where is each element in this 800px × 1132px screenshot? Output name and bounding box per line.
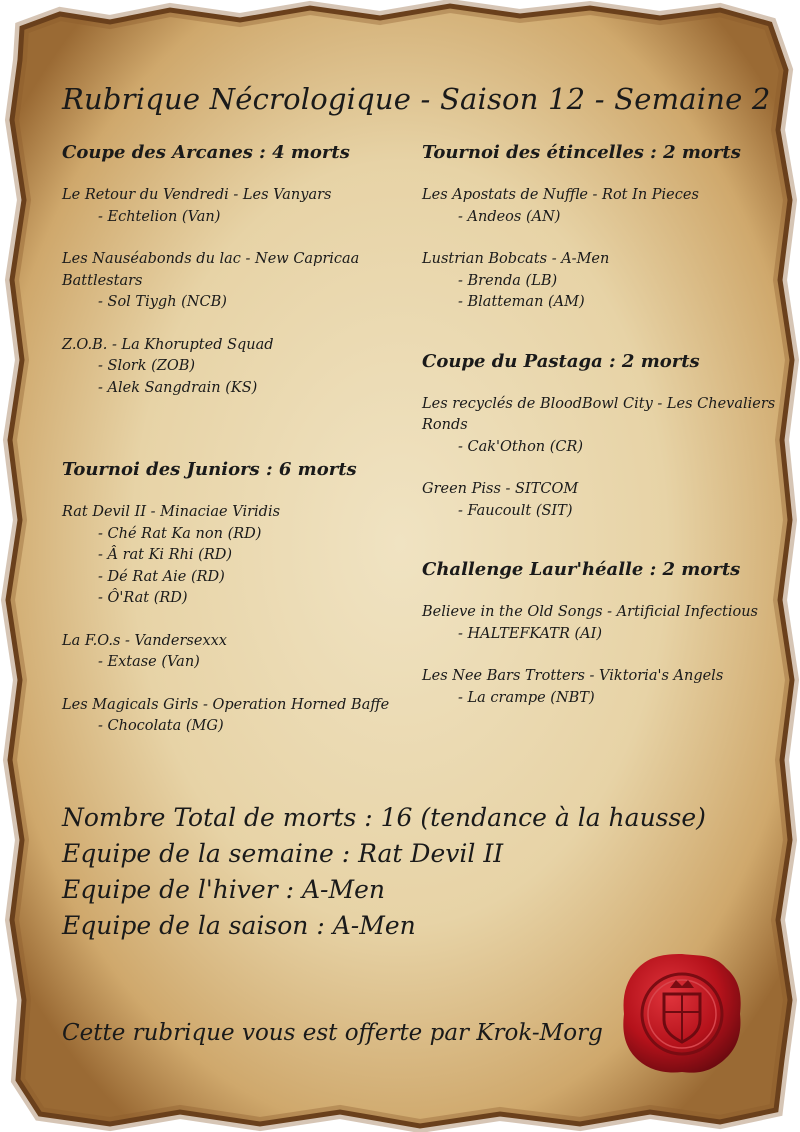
obituary-section — [62, 459, 412, 738]
match-title: Le Retour du Vendredi - Les Vanyars — [62, 187, 332, 203]
obituary-section — [62, 142, 412, 399]
left-column — [62, 142, 412, 738]
match-entry — [422, 249, 782, 314]
section-heading: Coupe des Arcanes : 4 morts — [62, 142, 350, 163]
death-entry: - Sol Tiygh (NCB) — [98, 294, 227, 310]
page-title: Rubrique Nécrologique - Saison 12 - Semaine 2 — [62, 82, 771, 116]
death-entry: - Cak'Othon (CR) — [458, 438, 584, 455]
death-entry: - Blatteman (AM) — [458, 294, 585, 310]
right-column — [422, 142, 782, 709]
match-title: Les Apostats de Nuffle - Rot In Pieces — [422, 187, 699, 203]
match-title: Les Nauséabonds du lac - New Capricaa Battlestars — [62, 251, 360, 289]
obituary-section — [422, 142, 782, 314]
obituary-section — [422, 559, 782, 709]
death-entry: - Ô'Rat (RD) — [98, 590, 188, 606]
death-entry: - Extase (Van) — [98, 654, 200, 670]
match-title: Les Nee Bars Trotters - Viktoria's Angels — [422, 668, 724, 684]
match-entry — [62, 695, 412, 738]
match-title: Rat Devil II - Minaciae Viridis — [62, 504, 281, 520]
death-entry: - HALTEFKATR (AI) — [458, 625, 603, 642]
match-title: La F.O.s - Vandersexxx — [62, 632, 227, 649]
team-of-season: Equipe de la saison : A-Men — [62, 911, 416, 940]
match-title: Les recyclés de BloodBowl City - Les Chevaliers Ronds — [422, 395, 776, 433]
match-entry — [422, 394, 782, 459]
credit-line: Cette rubrique vous est offerte par Krok-Morg — [62, 1020, 603, 1046]
match-entry — [422, 666, 782, 709]
match-entry — [62, 185, 412, 228]
death-entry: - Chocolata (MG) — [98, 718, 224, 734]
section-heading: Coupe du Pastaga : 2 morts — [422, 350, 700, 372]
death-entry: - Brenda (LB) — [458, 272, 558, 289]
death-entry: - Dé Rat Aie (RD) — [98, 568, 225, 585]
section-heading: Challenge Laur'héalle : 2 morts — [422, 559, 741, 580]
section-heading: Tournoi des étincelles : 2 morts — [422, 142, 741, 163]
obituary-section — [422, 351, 782, 523]
match-title: Les Magicals Girls - Operation Horned Baffe — [62, 696, 390, 713]
match-entry — [62, 249, 412, 314]
team-of-week: Equipe de la semaine : Rat Devil II — [62, 839, 504, 868]
match-entry — [62, 502, 412, 610]
total-deaths: Nombre Total de morts : 16 (tendance à la hausse) — [62, 803, 706, 832]
match-title: Green Piss - SITCOM — [422, 481, 579, 497]
death-entry: - Echtelion (Van) — [98, 208, 221, 225]
death-entry: - Andeos (AN) — [458, 208, 561, 225]
match-title: Believe in the Old Songs - Artificial Infectious — [422, 604, 758, 620]
match-entry — [422, 185, 782, 228]
death-entry: - Faucoult (SIT) — [458, 502, 573, 519]
death-entry: - Slork (ZOB) — [98, 358, 196, 374]
team-of-winter: Equipe de l'hiver : A-Men — [62, 875, 385, 904]
summary — [62, 800, 706, 944]
match-entry — [422, 479, 782, 522]
match-entry — [422, 602, 782, 645]
death-entry: - Â rat Ki Rhi (RD) — [98, 547, 233, 563]
wax-seal-icon — [618, 950, 746, 1078]
death-entry: - La crampe (NBT) — [458, 689, 595, 706]
match-entry — [62, 631, 412, 674]
match-title: Lustrian Bobcats - A-Men — [422, 251, 610, 267]
match-title: Z.O.B. - La Khorupted Squad — [62, 336, 274, 353]
death-entry: - Alek Sangdrain (KS) — [98, 379, 258, 396]
death-entry: - Ché Rat Ka non (RD) — [98, 525, 262, 542]
match-entry — [62, 335, 412, 400]
section-heading: Tournoi des Juniors : 6 morts — [62, 459, 357, 480]
